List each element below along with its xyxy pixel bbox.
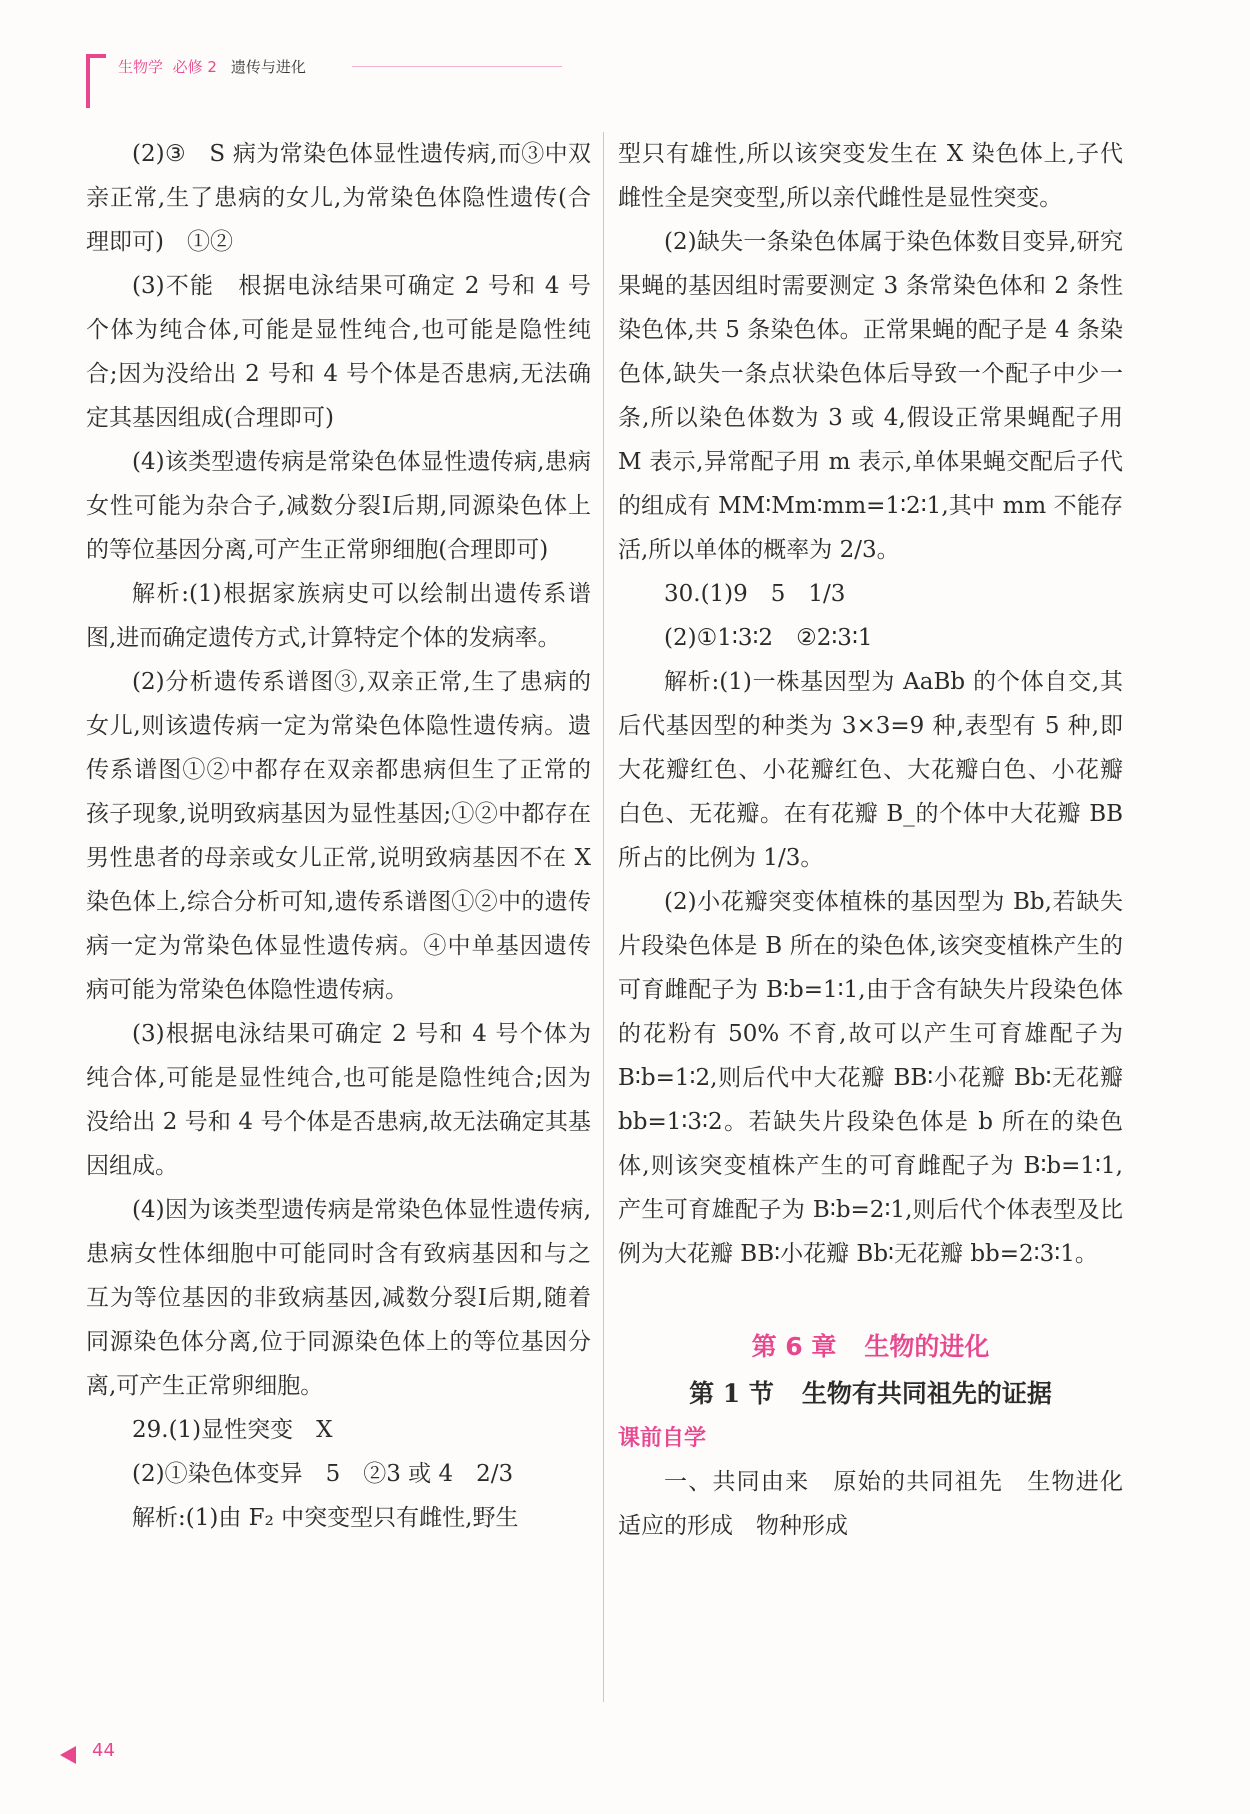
chapter-name: 生物的进化 — [864, 1332, 990, 1361]
header-bracket — [86, 54, 90, 108]
pre-study-text: 一、共同由来 原始的共同祖先 生物进化 适应的形成 物种形成 — [618, 1469, 1146, 1539]
section-name: 生物有共同祖先的证据 — [801, 1379, 1052, 1408]
analysis-paragraph: (2)分析遗传系谱图③,双亲正常,生了患病的女儿,则该遗传病一定为常染色体隐性遗传病。遗传系谱图①②中都存在双亲都患病但生了正常的孩子现象,说明致病基因为显性基因;①②中都存在男性患者的母亲或女儿正常,说明致病基因不在 X 染色体上,综合分析可知,遗传系谱图①②中的遗传病一定为常染色体显性遗传病。④中单基因遗传病可能为常染色体隐性遗传病。 — [86, 669, 591, 1003]
page-number: 44 — [92, 1740, 115, 1761]
answer-paragraph: (3)不能 根据电泳结果可确定 2 号和 4 号个体为纯合体,可能是显性纯合,也可能是隐性纯合;因为没给出 2 号和 4 号个体是否患病,无法确定其基因组成(合理即可) — [86, 273, 591, 431]
answer-paragraph: (2)①1∶3∶2 ②2∶3∶1 — [664, 625, 873, 651]
analysis-paragraph: (2)小花瓣突变体植株的基因型为 Bb,若缺失片段染色体是 B 所在的染色体,该突变植株产生的可育雌配子为 B∶b=1∶1,由于含有缺失片段染色体的花粉有 50% 不育,故可以产生可育雄配子为 B∶b=1∶2,则后代中大花瓣 BB∶小花瓣 Bb∶无花瓣 bb=1∶3∶2。若缺失片段染色体是 b 所在的染色体,则该突变植株产生的可育雌配子为 B∶b=1∶1,产生可育雄配子为 B∶b=2∶1,则后代个体表型及比例为大花瓣 BB∶小花瓣 Bb∶无花瓣 bb=2∶3∶1。 — [618, 889, 1123, 1267]
answer-paragraph: 29.(1)显性突变 X — [132, 1417, 333, 1443]
answer-paragraph: (2)①染色体变异 5 ②3 或 4 2/3 — [132, 1461, 514, 1487]
pre-study-label: 课前自学 — [618, 1426, 707, 1451]
left-column — [86, 132, 591, 1540]
right-column — [618, 132, 1146, 1548]
section-number: 第 1 节 — [689, 1379, 774, 1408]
chapter-title — [618, 1324, 1123, 1370]
analysis-paragraph: 型只有雄性,所以该突变发生在 X 染色体上,子代雌性全是突变型,所以亲代雌性是显性突变。 — [618, 141, 1123, 211]
analysis-paragraph: 解析:(1)一株基因型为 AaBb 的个体自交,其后代基因型的种类为 3×3=9 种,表型有 5 种,即大花瓣红色、小花瓣红色、大花瓣白色、小花瓣白色、无花瓣。在有花瓣 B_的个体中大花瓣 BB 所占的比例为 1/3。 — [618, 669, 1123, 871]
analysis-paragraph: 解析:(1)由 F₂ 中突变型只有雌性,野生 — [132, 1505, 519, 1531]
analysis-paragraph: (3)根据电泳结果可确定 2 号和 4 号个体为纯合体,可能是显性纯合,也可能是隐性纯合;因为没给出 2 号和 4 号个体是否患病,故无法确定其基因组成。 — [86, 1021, 591, 1179]
page-marker-icon — [60, 1746, 76, 1764]
header-text — [118, 56, 306, 77]
page-header — [86, 48, 486, 108]
header-bracket-top — [86, 54, 106, 58]
analysis-paragraph: 解析:(1)根据家族病史可以绘制出遗传系谱图,进而确定遗传方式,计算特定个体的发病率。 — [86, 581, 591, 651]
answer-paragraph: (2)③ S 病为常染色体显性遗传病,而③中双亲正常,生了患病的女儿,为常染色体隐性遗传(合理即可) ①② — [86, 141, 591, 255]
column-divider — [603, 132, 604, 1702]
chapter-number: 第 6 章 — [751, 1332, 837, 1361]
answer-paragraph: (4)该类型遗传病是常染色体显性遗传病,患病女性可能为杂合子,减数分裂Ⅰ后期,同源染色体上的等位基因分离,可产生正常卵细胞(合理即可) — [86, 449, 591, 563]
analysis-paragraph: (4)因为该类型遗传病是常染色体显性遗传病,患病女性体细胞中可能同时含有致病基因和与之互为等位基因的非致病基因,减数分裂Ⅰ后期,随着同源染色体分离,位于同源染色体上的等位基因分离,可产生正常卵细胞。 — [86, 1197, 591, 1399]
section-title — [618, 1370, 1123, 1418]
header-subject: 生物学 — [118, 58, 164, 76]
answer-paragraph: 30.(1)9 5 1/3 — [664, 581, 846, 607]
header-book: 必修 2 — [172, 58, 217, 76]
header-volume: 遗传与进化 — [230, 58, 306, 76]
analysis-paragraph: (2)缺失一条染色体属于染色体数目变异,研究果蝇的基因组时需要测定 3 条常染色体和 2 条性染色体,共 5 条染色体。正常果蝇的配子是 4 条染色体,缺失一条点状染色体后导致一个配子中少一条,所以染色体数为 3 或 4,假设正常果蝇配子用 M 表示,异常配子用 m 表示,单体果蝇交配后子代的组成有 MM∶Mm∶mm=1∶2∶1,其中 mm 不能存活,所以单体的概率为 2/3。 — [618, 229, 1123, 563]
header-rule — [352, 66, 562, 67]
